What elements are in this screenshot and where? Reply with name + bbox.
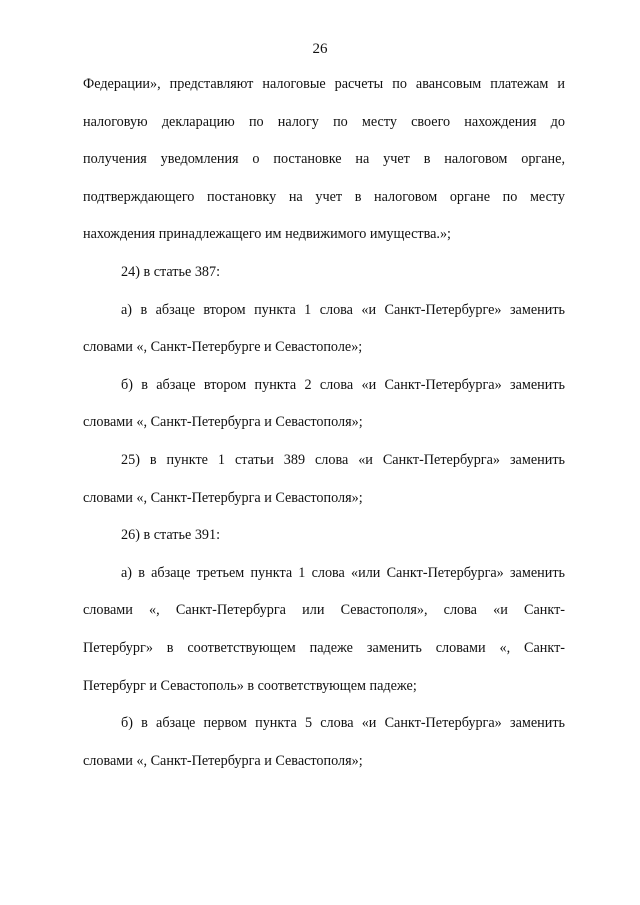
text-line: словами «, Санкт-Петербурга или Севастополя», слова «и Санкт- bbox=[83, 602, 565, 619]
text-line: б) в абзаце первом пункта 5 слова «и Санкт-Петербурга» заменить bbox=[121, 715, 565, 732]
text-line: налоговую декларацию по налогу по месту своего нахождения до bbox=[83, 113, 565, 130]
body-text bbox=[83, 73, 565, 787]
text-line: а) в абзаце третьем пункта 1 слова «или Санкт-Петербурга» заменить bbox=[121, 564, 565, 581]
text-line: 25) в пункте 1 статьи 389 слова «и Санкт-Петербурга» заменить bbox=[121, 451, 565, 468]
text-line: словами «, Санкт-Петербурга и Севастополя»; bbox=[83, 414, 363, 431]
text-line: Петербург» в соответствующем падеже заменить словами «, Санкт- bbox=[83, 639, 565, 656]
text-line: словами «, Санкт-Петербурга и Севастополя»; bbox=[83, 752, 363, 769]
page-number: 26 bbox=[312, 41, 328, 57]
text-line: получения уведомления о постановке на учет в налоговом органе, bbox=[83, 151, 565, 168]
text-line: Федерации», представляют налоговые расчеты по авансовым платежам и bbox=[83, 76, 565, 92]
text-line: Петербург и Севастополь» в соответствующем падеже; bbox=[83, 677, 417, 694]
text-line: б) в абзаце втором пункта 2 слова «и Санкт-Петербурга» заменить bbox=[121, 376, 565, 393]
text-line: словами «, Санкт-Петербурга и Севастополя»; bbox=[83, 489, 363, 506]
text-line: нахождения принадлежащего им недвижимого имущества.»; bbox=[83, 226, 451, 243]
text-line: словами «, Санкт-Петербурге и Севастополе»; bbox=[83, 339, 363, 356]
text-line: подтверждающего постановку на учет в налоговом органе по месту bbox=[83, 188, 565, 205]
text-line: 24) в статье 387: bbox=[121, 263, 221, 280]
text-line: а) в абзаце втором пункта 1 слова «и Санкт-Петербурге» заменить bbox=[121, 301, 565, 318]
text-line: 26) в статье 391: bbox=[121, 527, 221, 544]
